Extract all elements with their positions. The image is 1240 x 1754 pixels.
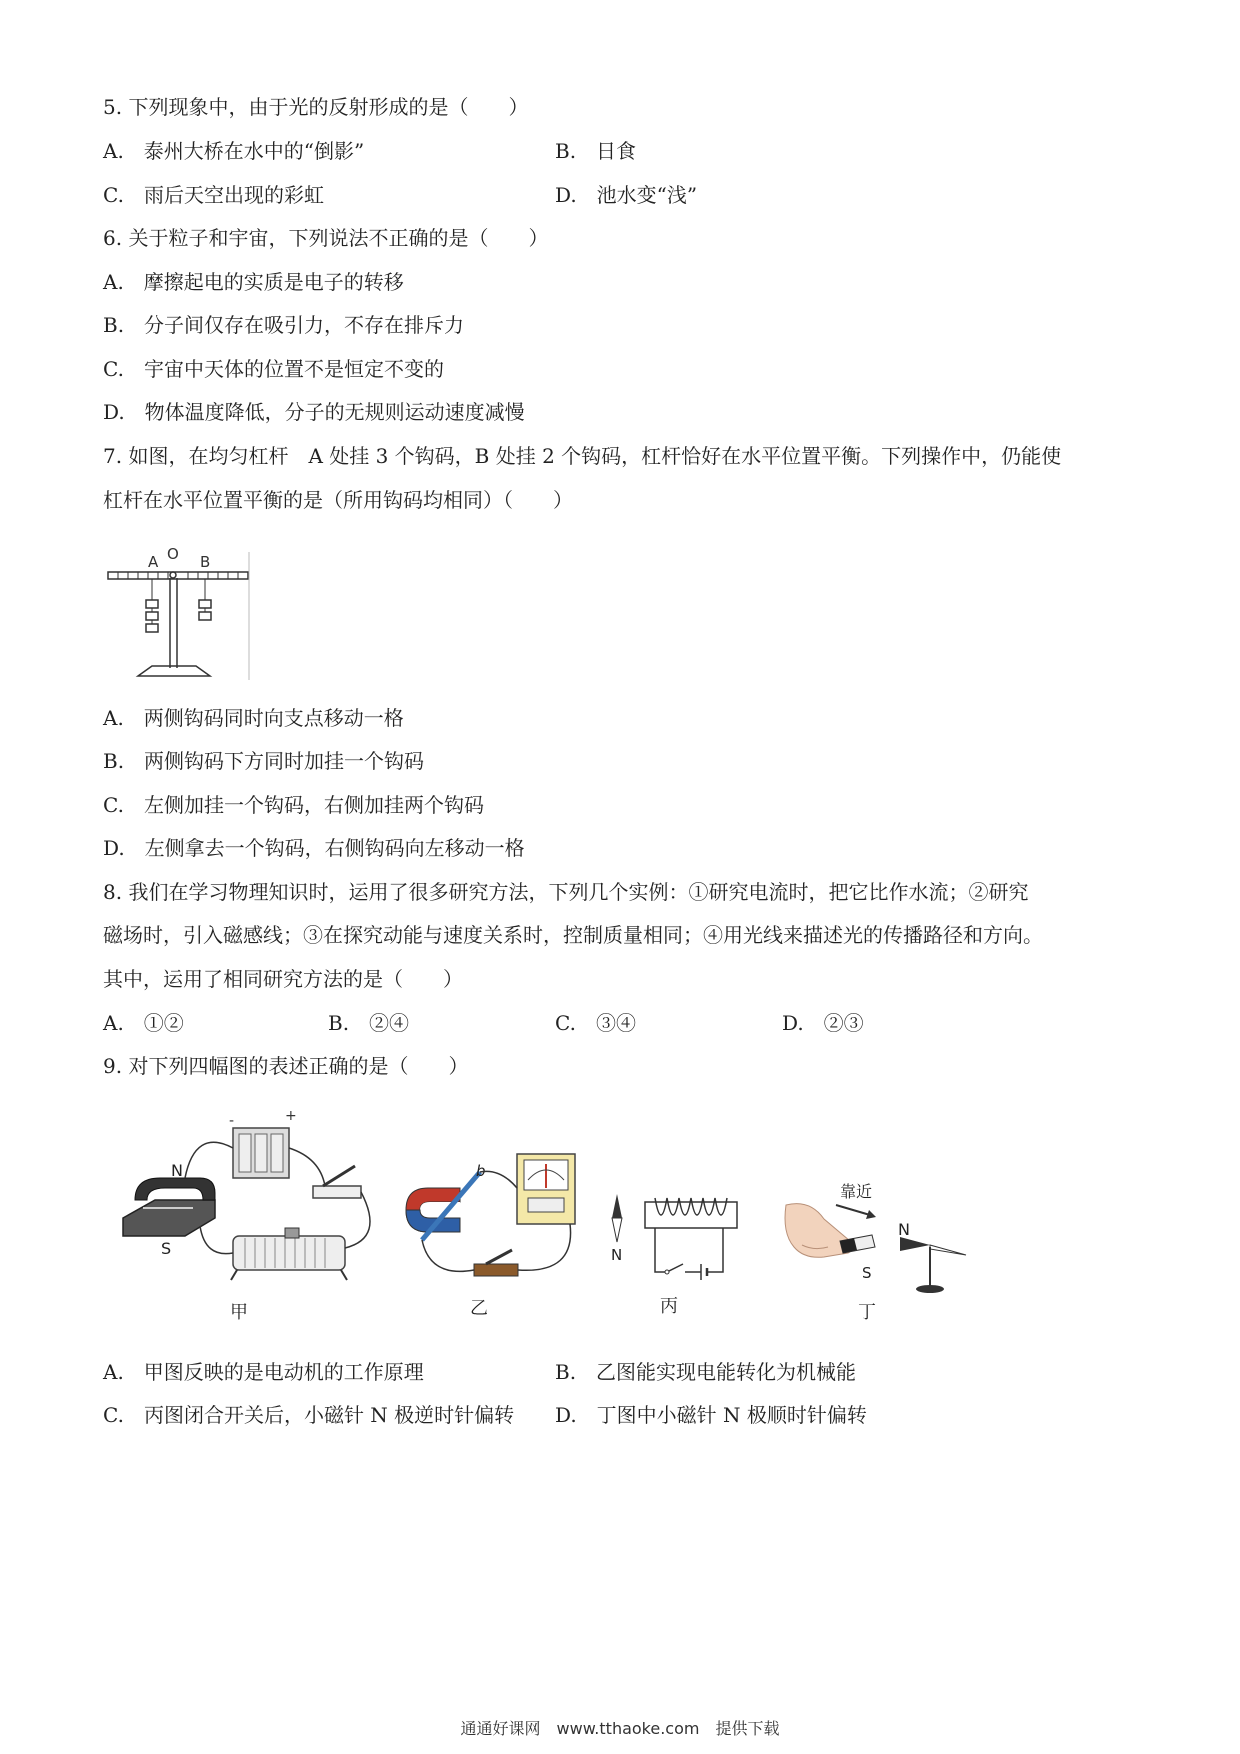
q8-option-d: D. ②③ [782,1011,864,1035]
q5-stem: 5. 下列现象中，由于光的反射形成的是（ ） [103,95,529,119]
q6-option-a: A. 摩擦起电的实质是电子的转移 [103,270,404,294]
jia-caption: 甲 [230,1302,248,1323]
jia-s-label: S [161,1239,172,1258]
bing-n-label: N [611,1246,623,1264]
q8-stem-line2: 磁场时，引入磁感线；③在探究动能与速度关系时，控制质量相同；④用光线来描述光的传播路径和方向。 [103,923,1043,947]
q9-stem: 9. 对下列四幅图的表述正确的是（ ） [103,1054,469,1078]
q5-option-d: D. 池水变“浅” [555,183,698,207]
yi-caption: 乙 [470,1298,488,1319]
jia-plus-label: + [285,1108,297,1124]
q6-option-c: C. 宇宙中天体的位置不是恒定不变的 [103,357,444,381]
q6-stem: 6. 关于粒子和宇宙，下列说法不正确的是（ ） [103,226,549,250]
lever-figure [100,540,260,685]
bing-caption: 丙 [660,1296,678,1317]
q7-option-c: C. 左侧加挂一个钩码，右侧加挂两个钩码 [103,793,484,817]
jia-minus-label: - [229,1113,235,1129]
q5-option-a: A. 泰州大桥在水中的“倒影” [103,139,365,163]
figure-ding [780,1175,975,1305]
q8-option-b: B. ②④ [328,1011,410,1035]
ding-s-label: S [862,1264,872,1282]
q9-option-d: D. 丁图中小磁针 N 极顺时针偏转 [555,1403,867,1427]
q9-option-c: C. 丙图闭合开关后，小磁针 N 极逆时针偏转 [103,1403,515,1427]
q7-option-b: B. 两侧钩码下方同时加挂一个钩码 [103,749,425,773]
page-footer: 通通好课网 www.tthaoke.com 提供下载 [460,1719,780,1738]
lever-label-b: B [200,553,211,571]
q7-stem-line1: 7. 如图，在均匀杠杆 A 处挂 3 个钩码，B 处挂 2 个钩码，杠杆恰好在水平位置平衡。下列操作中，仍能使 [103,444,1062,468]
q8-option-a: A. ①② [103,1011,184,1035]
q5-option-b: B. 日食 [555,139,637,163]
q6-option-d: D. 物体温度降低，分子的无规则运动速度减慢 [103,400,525,424]
ding-arrow-label: 靠近 [840,1182,873,1201]
q9-option-a: A. 甲图反映的是电动机的工作原理 [103,1360,424,1384]
figure-jia [115,1108,385,1328]
lever-label-a: A [148,553,159,571]
yi-b-label: b [476,1162,486,1180]
q9-option-b: B. 乙图能实现电能转化为机械能 [555,1360,857,1384]
figure-bing [605,1188,745,1288]
jia-n-label: N [171,1161,183,1180]
ding-n-label: N [898,1220,910,1239]
q6-option-b: B. 分子间仅存在吸引力，不存在排斥力 [103,313,465,337]
lever-label-o: O [167,545,179,563]
q5-option-c: C. 雨后天空出现的彩虹 [103,183,324,207]
q8-stem-line1: 8. 我们在学习物理知识时，运用了很多研究方法，下列几个实例：①研究电流时，把它比作水流；②研究 [103,880,1029,904]
q7-option-d: D. 左侧拿去一个钩码，右侧钩码向左移动一格 [103,836,525,860]
q7-stem-line2: 杠杆在水平位置平衡的是（所用钩码均相同）（ ） [103,488,573,512]
q8-option-c: C. ③④ [555,1011,636,1035]
q7-option-a: A. 两侧钩码同时向支点移动一格 [103,706,404,730]
figure-yi [400,1148,585,1288]
q8-stem-line3: 其中，运用了相同研究方法的是（ ） [103,967,463,991]
ding-caption: 丁 [858,1302,876,1323]
